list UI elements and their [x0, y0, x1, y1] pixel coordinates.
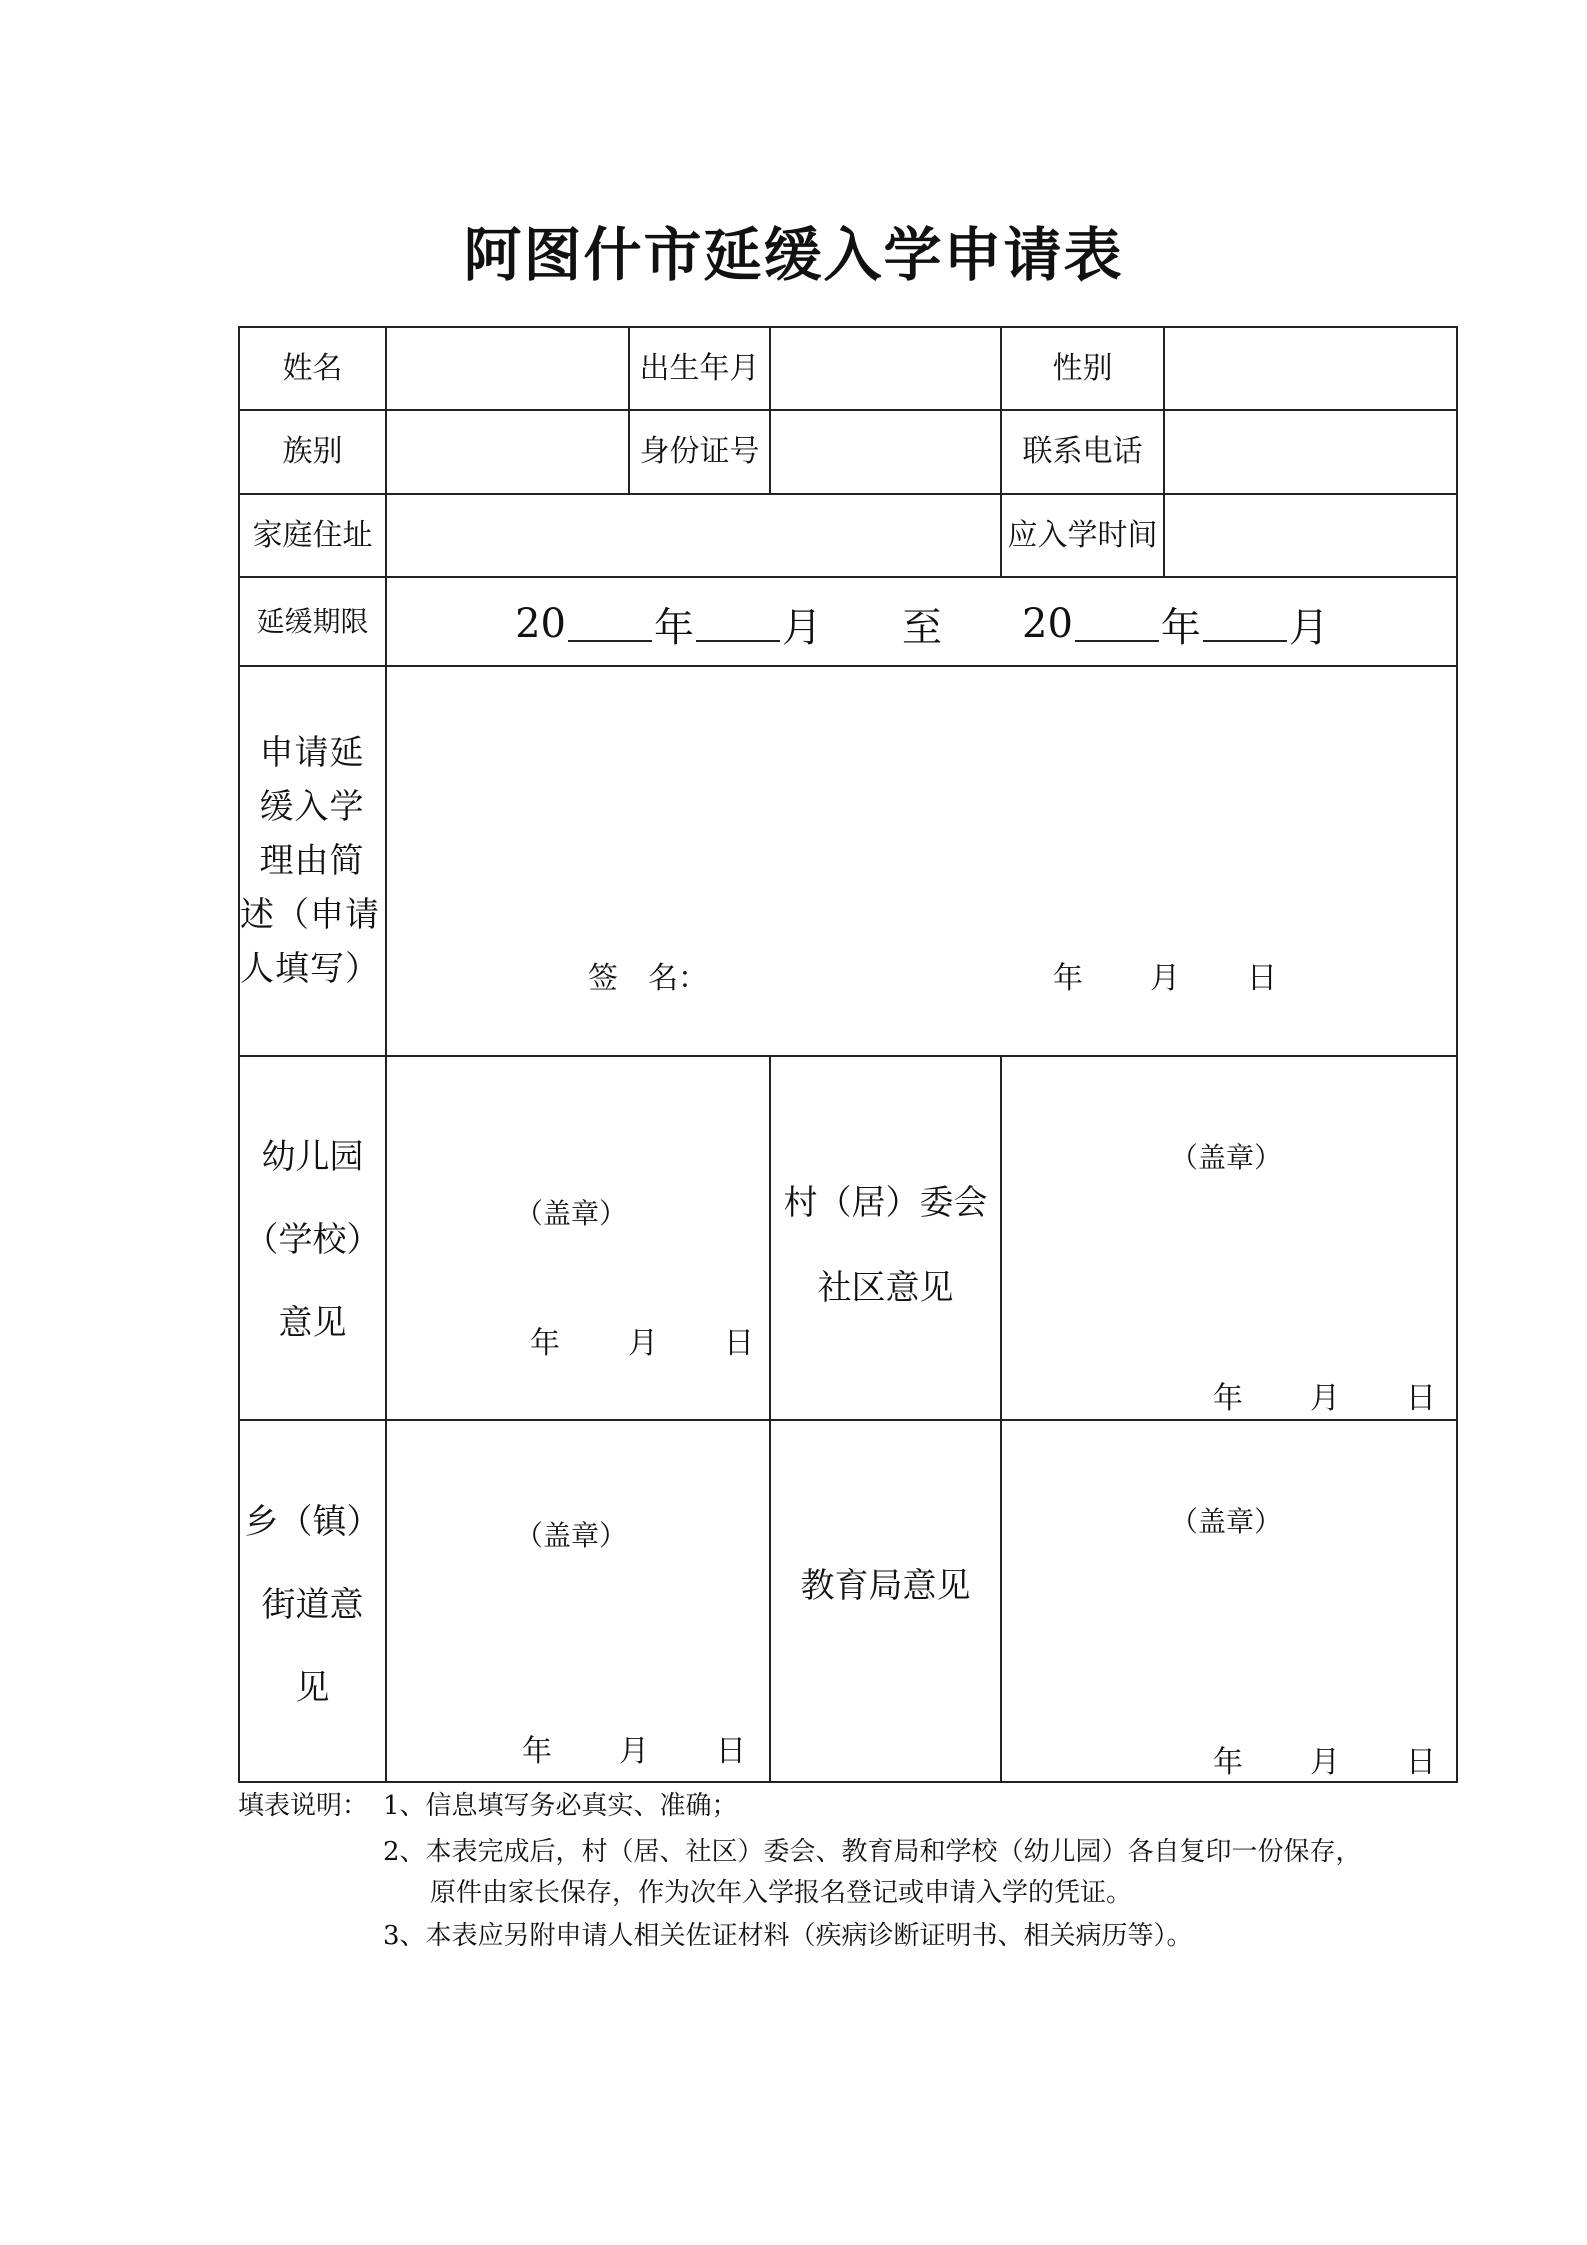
reason-label-line-3: 理由简: [259, 841, 365, 881]
township-month: 月: [619, 1734, 649, 1769]
period-end-month-blank[interactable]: [1203, 606, 1287, 642]
form-title: 阿图什市延缓入学申请表: [463, 221, 1124, 289]
reason-month: 月: [1150, 961, 1180, 996]
reason-label-line-5: 人填写）: [240, 949, 380, 989]
period-year-1: 年: [654, 604, 694, 651]
village-label-line-1: 村（居）委会: [783, 1183, 988, 1223]
village-label: [771, 1161, 1000, 1331]
education-month: 月: [1310, 1745, 1340, 1780]
reason-label-line-2: 缓入学: [259, 787, 365, 827]
kindergarten-day: 日: [724, 1326, 754, 1361]
ethnicity-input[interactable]: [387, 411, 628, 493]
enroll-time-label: 应入学时间: [1007, 517, 1158, 553]
reason-year: 年: [1053, 961, 1083, 996]
period-start-year-blank[interactable]: [568, 606, 652, 642]
township-label-line-1: 乡（镇）: [244, 1502, 381, 1542]
id-number-input[interactable]: [771, 411, 1000, 493]
village-day: 日: [1406, 1381, 1436, 1416]
birth-label: 出生年月: [639, 350, 760, 386]
name-input[interactable]: [387, 328, 628, 409]
period-year-2: 年: [1160, 604, 1201, 651]
gender-label: 性别: [1052, 350, 1113, 386]
reason-input[interactable]: [387, 667, 1456, 967]
notes-item-1: 1、信息填写务必真实、准确；: [383, 1791, 738, 1821]
township-label: [240, 1481, 385, 1730]
education-day: 日: [1406, 1745, 1436, 1780]
reason-signature-label: 签 名：: [588, 961, 708, 996]
period-fields: [386, 581, 1458, 667]
address-label: 家庭住址: [252, 517, 373, 553]
kindergarten-stamp: （盖章）: [515, 1197, 628, 1230]
education-label: 教育局意见: [800, 1565, 971, 1606]
village-month: 月: [1310, 1381, 1340, 1416]
kindergarten-month: 月: [628, 1326, 658, 1361]
period-year-prefix-2: 20: [1022, 601, 1073, 647]
period-label: 延缓期限: [256, 604, 369, 638]
education-stamp: （盖章）: [1170, 1505, 1283, 1538]
notes-item-3: 3、本表应另附申请人相关佐证材料（疾病诊断证明书、相关病历等）。: [383, 1921, 1193, 1951]
kindergarten-year: 年: [530, 1326, 560, 1361]
notes-prefix: 填表说明：: [238, 1791, 369, 1821]
period-to: 至: [902, 604, 942, 651]
period-month-1: 月: [782, 604, 822, 651]
kindergarten-label-line-2: （学校）: [244, 1220, 381, 1260]
birth-input[interactable]: [771, 328, 1000, 409]
period-month-2: 月: [1288, 604, 1329, 651]
township-stamp: （盖章）: [515, 1519, 628, 1552]
education-year: 年: [1213, 1745, 1243, 1780]
name-label: 姓名: [282, 350, 343, 386]
enroll-time-input[interactable]: [1165, 495, 1456, 576]
gender-input[interactable]: [1165, 328, 1456, 409]
period-end-year-blank[interactable]: [1075, 606, 1159, 642]
township-day: 日: [716, 1734, 746, 1769]
id-number-label: 身份证号: [639, 434, 760, 469]
village-stamp: （盖章）: [1170, 1141, 1283, 1174]
ethnicity-label: 族别: [282, 434, 343, 469]
period-start-month-blank[interactable]: [696, 606, 780, 642]
reason-day: 日: [1247, 961, 1277, 996]
reason-label: [240, 726, 384, 996]
township-label-line-3: 见: [295, 1668, 330, 1708]
application-form-table: [238, 326, 1458, 1783]
village-label-line-2: 社区意见: [817, 1268, 954, 1308]
period-year-prefix-1: 20: [515, 601, 566, 647]
notes-item-2: 2、本表完成后，村（居、社区）委会、教育局和学校（幼儿园）各自复印一份保存，: [383, 1837, 1362, 1867]
address-input[interactable]: [387, 495, 1000, 576]
reason-label-line-4: 述（申请: [240, 895, 380, 935]
phone-input[interactable]: [1165, 411, 1456, 493]
village-year: 年: [1213, 1381, 1243, 1416]
kindergarten-label-line-3: 意见: [278, 1303, 347, 1343]
township-year: 年: [522, 1734, 552, 1769]
kindergarten-label: [240, 1116, 385, 1365]
reason-label-line-1: 申请延: [259, 733, 365, 773]
phone-label: 联系电话: [1022, 434, 1143, 469]
kindergarten-label-line-1: 幼儿园: [261, 1137, 364, 1177]
notes-item-2-continued: 原件由家长保存，作为次年入学报名登记或申请入学的凭证。: [430, 1878, 1133, 1908]
township-label-line-2: 街道意: [261, 1585, 364, 1625]
